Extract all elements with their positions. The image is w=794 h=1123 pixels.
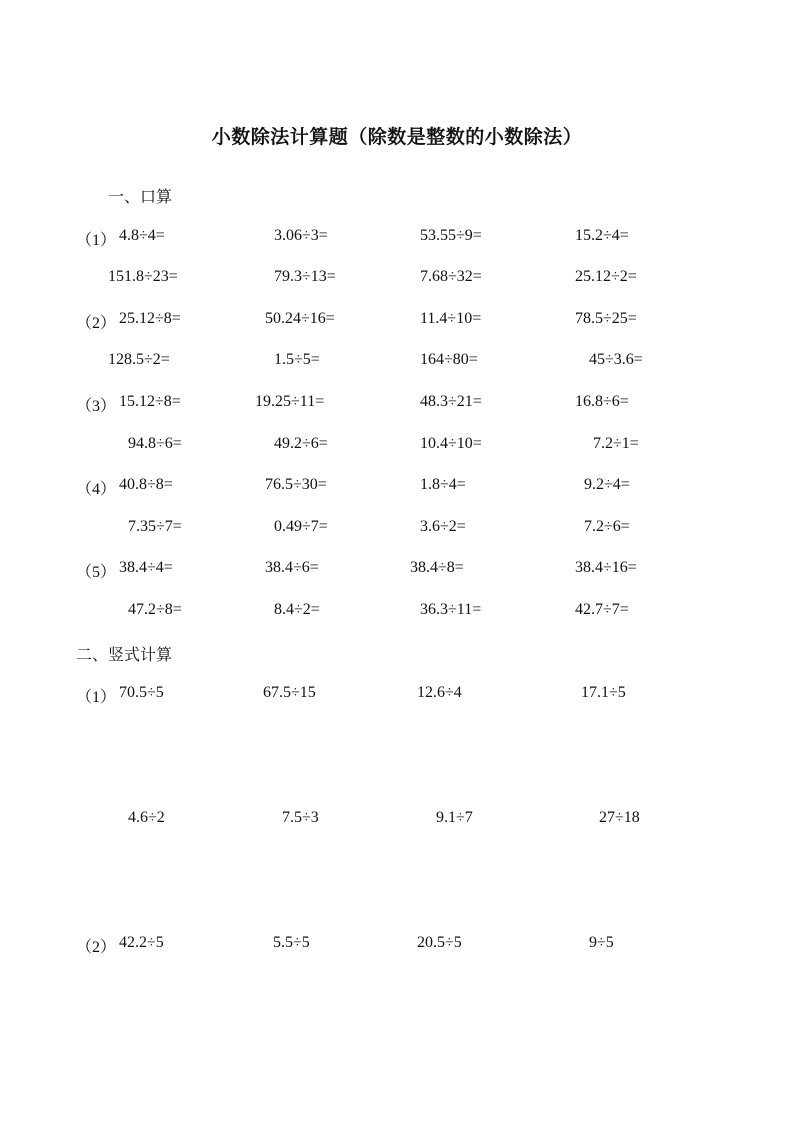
- problem-item: 7.2÷6=: [584, 518, 630, 535]
- problem-item: 10.4÷10=: [420, 435, 482, 452]
- group-label: （3）: [76, 398, 117, 415]
- problem-item: 7.35÷7=: [128, 518, 182, 535]
- problem-item: 151.8÷23=: [108, 268, 178, 285]
- problem-row: [0, 435, 794, 457]
- problem-item: 70.5÷5: [119, 684, 164, 701]
- problem-item: 15.12÷8=: [119, 393, 181, 410]
- problem-item: 48.3÷21=: [420, 393, 482, 410]
- problem-row: [0, 393, 794, 415]
- problem-item: 38.4÷16=: [575, 559, 637, 576]
- problem-item: 4.6÷2: [128, 809, 165, 826]
- section-heading-oral: 一、口算: [108, 187, 173, 206]
- problem-item: 17.1÷5: [581, 684, 626, 701]
- problem-item: 94.8÷6=: [128, 435, 182, 452]
- group-label: （4）: [76, 481, 117, 498]
- problem-item: 164÷80=: [420, 351, 478, 368]
- group-label: （1）: [76, 689, 117, 706]
- problem-row: [0, 268, 794, 290]
- group-label: （1）: [76, 232, 117, 249]
- problem-item: 11.4÷10=: [420, 310, 482, 327]
- problem-item: 3.06÷3=: [274, 227, 328, 244]
- problem-item: 38.4÷8=: [410, 559, 464, 576]
- problem-item: 38.4÷4=: [119, 559, 173, 576]
- problem-item: 42.2÷5: [119, 934, 164, 951]
- problem-item: 20.5÷5: [417, 934, 462, 951]
- problem-row: [0, 476, 794, 498]
- problem-item: 19.25÷11=: [255, 393, 325, 410]
- problem-row: [0, 518, 794, 540]
- problem-item: 1.8÷4=: [420, 476, 466, 493]
- problem-item: 4.8÷4=: [119, 227, 165, 244]
- problem-item: 38.4÷6=: [265, 559, 319, 576]
- problem-item: 16.8÷6=: [575, 393, 629, 410]
- problem-item: 9÷5: [589, 934, 614, 951]
- problem-row: [0, 559, 794, 581]
- problem-item: 7.68÷32=: [420, 268, 482, 285]
- problem-item: 8.4÷2=: [274, 601, 320, 618]
- group-label: （2）: [76, 939, 117, 956]
- group-label: （5）: [76, 564, 117, 581]
- problem-item: 50.24÷16=: [265, 310, 335, 327]
- problem-item: 42.7÷7=: [575, 601, 629, 618]
- problem-row: [0, 351, 794, 373]
- section-heading-vertical: 二、竖式计算: [76, 645, 173, 664]
- problem-item: 40.8÷8=: [119, 476, 173, 493]
- problem-item: 67.5÷15: [263, 684, 316, 701]
- group-label: （2）: [76, 315, 117, 332]
- problem-row: [0, 227, 794, 249]
- problem-item: 9.1÷7: [436, 809, 473, 826]
- problem-item: 3.6÷2=: [420, 518, 466, 535]
- problem-item: 49.2÷6=: [274, 435, 328, 452]
- problem-item: 79.3÷13=: [274, 268, 336, 285]
- problem-item: 15.2÷4=: [575, 227, 629, 244]
- problem-item: 27÷18: [599, 809, 640, 826]
- problem-item: 9.2÷4=: [584, 476, 630, 493]
- problem-item: 78.5÷25=: [575, 310, 637, 327]
- problem-item: 25.12÷2=: [575, 268, 637, 285]
- problem-item: 25.12÷8=: [119, 310, 181, 327]
- page-title: 小数除法计算题（除数是整数的小数除法）: [211, 126, 583, 148]
- problem-item: 5.5÷5: [273, 934, 310, 951]
- problem-item: 7.5÷3: [282, 809, 319, 826]
- problem-item: 47.2÷8=: [128, 601, 182, 618]
- problem-item: 12.6÷4: [417, 684, 462, 701]
- problem-item: 0.49÷7=: [274, 518, 328, 535]
- problem-item: 36.3÷11=: [420, 601, 482, 618]
- problem-row: [0, 601, 794, 623]
- problem-item: 7.2÷1=: [593, 435, 639, 452]
- problem-row: [0, 809, 794, 831]
- problem-row: [0, 684, 794, 706]
- problem-row: [0, 934, 794, 956]
- problem-item: 128.5÷2=: [108, 351, 170, 368]
- problem-row: [0, 310, 794, 332]
- problem-item: 1.5÷5=: [274, 351, 320, 368]
- problem-item: 45÷3.6=: [589, 351, 643, 368]
- problem-item: 76.5÷30=: [265, 476, 327, 493]
- problem-item: 53.55÷9=: [420, 227, 482, 244]
